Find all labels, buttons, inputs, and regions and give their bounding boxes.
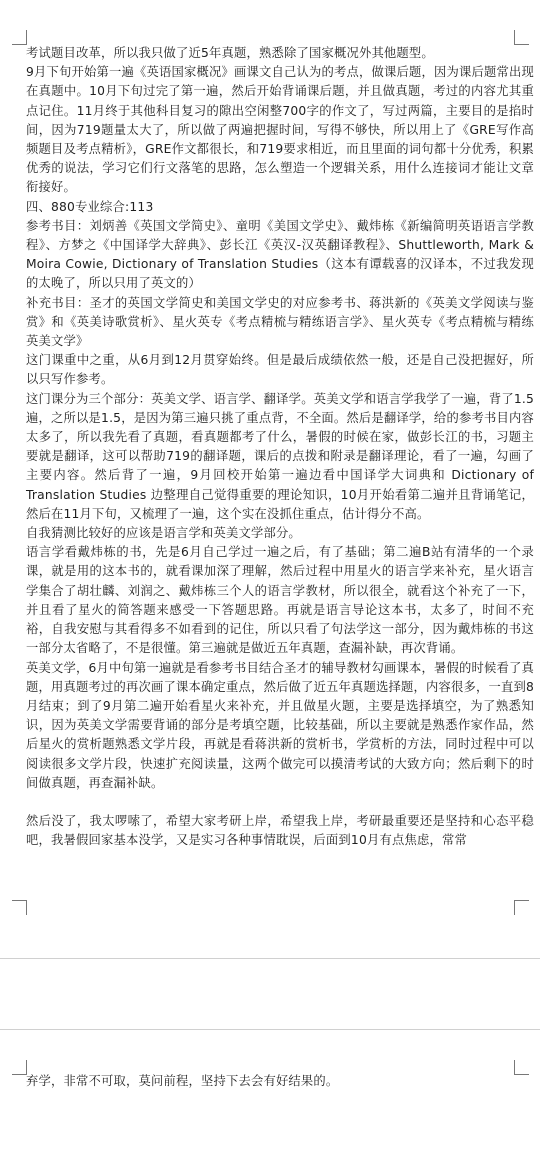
paragraph: 自我猜测比较好的应该是语言学和英美文学部分。: [26, 526, 301, 541]
crop-mark-top-left: [12, 1060, 27, 1075]
section-heading: 四、880专业综合:113: [26, 199, 154, 214]
paragraph: 英美文学，6月中旬第一遍就是看参考书目结合圣才的辅导教材勾画课本，暑假的时候看了真题，用真题考过的再次画了课本确定重点，然后做了近五年真题选择题，内容很多，一直到8月结束；到了9月第二遍开始看星火来补充，并且做星火题，主要是选择填空，为了熟悉知识，因为英美文学需要背诵的部分是考填空题，比较基础，所以主要就是熟悉作家作品，然后星火的赏析题熟悉文学片段，再就是看蒋洪新的赏析书，学赏析的方法，同时过程中可以阅读很多文学片段，快速扩充阅读量，这两个做完可以摸清考试的大致方向；然后剩下的时间做真题，再查漏补缺。: [26, 660, 534, 790]
page-break-gap: [0, 958, 540, 1030]
paragraph: 这门课重中之重，从6月到12月贯穿始终。但是最后成绩依然一般，还是自己没把握好，所以只写作参考。: [26, 353, 534, 387]
crop-mark-top-right: [514, 30, 529, 45]
crop-mark-top-left: [12, 30, 27, 45]
paragraph: 9月下旬开始第一遍《英语国家概况》画课文自己认为的考点，做课后题，因为课后题常出现在真题中。10月下旬过完了第一遍，然后开始背诵课后题，并且做真题，考过的内容尤其重点记住。11月终于其他科目复习的隙出空闲整700字的作文了，写过两篇，主要目的是掐时间，因为719题量太大了，所以做了两遍把握时间，写得不够快，所以用上了《GRE写作高频题目及考点精析》，GRE作文都很长，和719要求相近，而且里面的词句都十分优秀，积累优秀的说法，学习它们行文落笔的思路，怎么塑造一个逻辑关系，用什么连接词才能让文章衔接好。: [26, 65, 534, 195]
crop-mark-bottom-left: [12, 900, 27, 915]
paragraph: 参考书目：刘炳善《英国文学简史》、童明《美国文学史》、戴炜栋《新编简明英语语言学教程》、方梦之《中国译学大辞典》、彭长江《英汉-汉英翻译教程》、Shuttleworth, Mark & Moira Cowie, Dictionary of Translation Studies（这本有谭载喜的汉译本，不过我发现的太晚了，所以只用了英文的）: [26, 218, 534, 291]
paragraph: 补充书目：圣才的英国文学简史和美国文学史的对应参考书、蒋洪新的《英美文学阅读与鉴赏》和《英美诗歌赏析》、星火英专《考点精梳与精练语言学》、星火英专《考点精梳与精练英美文学》: [26, 295, 534, 349]
paragraph: 这门课分为三个部分：英美文学、语言学、翻译学。英美文学和语言学我学了一遍，背了1.5遍，之所以是1.5，是因为第三遍只挑了重点背，不全面。然后是翻译学，给的参考书目内容太多了，所以我先看了真题，看真题都考了什么，暑假的时候在家，做彭长江的书，习题主要就是翻译，这可以帮助719的翻译题，课后的点拨和附录是翻译理论，看了一遍，勾画了主要内容。然后背了一遍，9月回校开始第一遍边看中国译学大词典和 Dictionary of Translation Studies 边整理自己觉得重要的理论知识，10月开始看第二遍并且背诵笔记，然后在11月下旬，又梳理了一遍，这个实在没抓住重点，估计得分不高。: [26, 391, 534, 521]
page-2-body: [26, 1072, 534, 1091]
paragraph: 然后没了，我太啰嗦了，希望大家考研上岸，希望我上岸，考研最重要还是坚持和心态平稳吧，我暑假回家基本没学，又是实习各种事情耽误，后面到10月有点焦虑，常常: [26, 814, 534, 848]
page-1-body: [26, 44, 534, 851]
blank-line: [26, 793, 534, 812]
crop-mark-bottom-right: [514, 900, 529, 915]
paragraph: 弃学，非常不可取，莫问前程，坚持下去会有好结果的。: [26, 1074, 339, 1088]
paragraph: 考试题目改革，所以我只做了近5年真题，熟悉除了国家概况外其他题型。: [26, 46, 434, 60]
paragraph: 语言学看戴炜栋的书，先是6月自己学过一遍之后，有了基础；第二遍B站有清华的一个录课，就是用的这本书的，就看课加深了理解，然后过程中用星火的语言学来补充，星火语言学集合了胡壮麟、刘润之、戴炜栋三个人的语言学教材，所以很全，就看这个补充了一下，并且看了星火的简答题来感受一下答题思路。再就是语言导论这本书，太多了，时间不充裕，自我安慰与其看得多不如看到的记住，所以只看了句法学这一部分，因为戴炜栋的书这一部分太省略了，不是很懂。第三遍就是做近五年真题，查漏补缺，再次背诵。: [26, 545, 534, 656]
document-page-2: [0, 1030, 540, 1170]
